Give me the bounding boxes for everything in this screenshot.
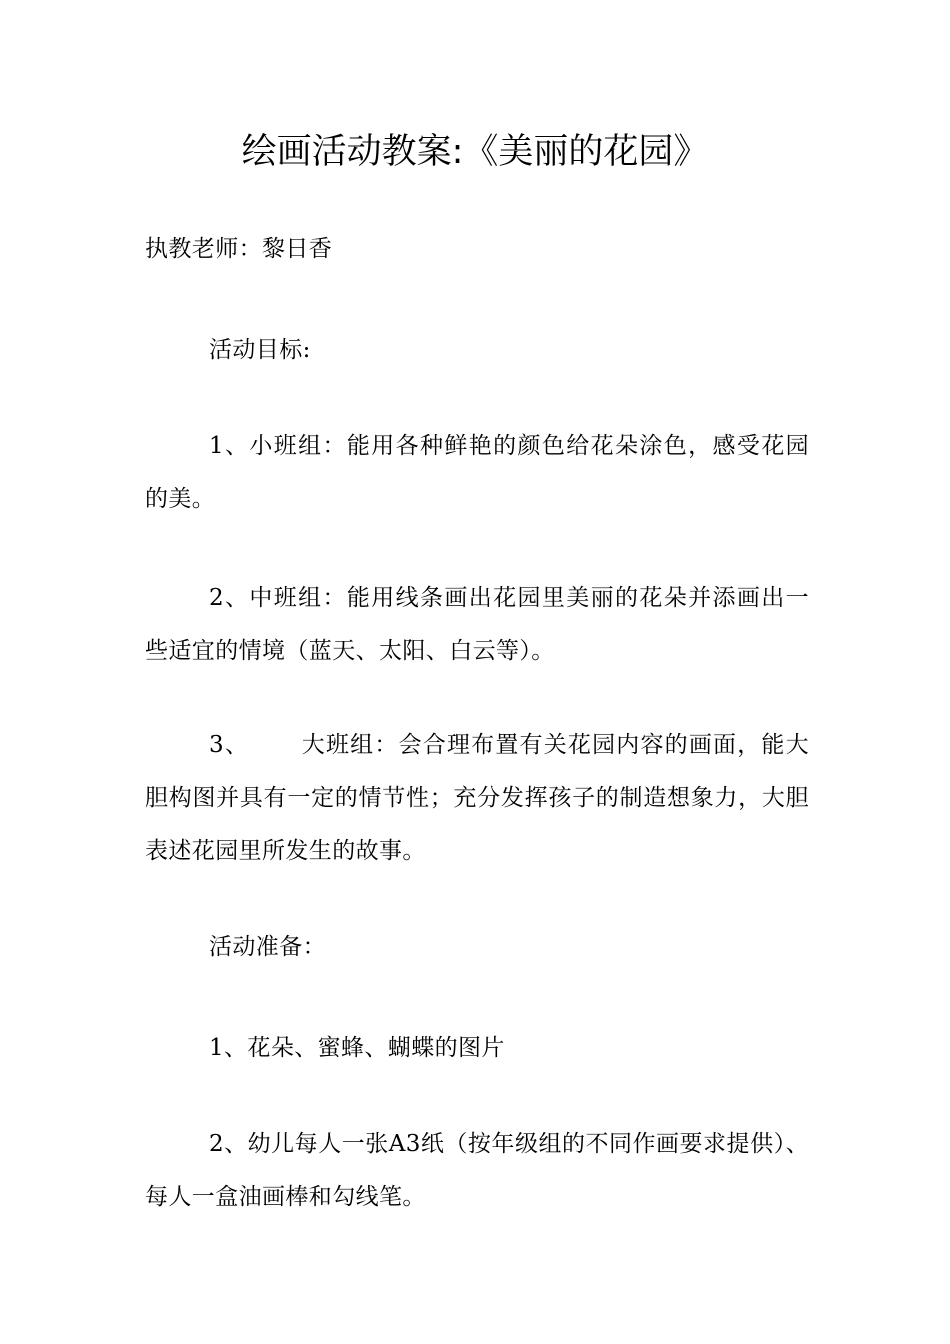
goal-number: 2、 — [209, 585, 250, 611]
goal-item-2 — [145, 572, 809, 678]
goal-text: 小班组：能用各种鲜艳的颜色给花朵涂色，感受花园的美。 — [145, 433, 810, 512]
prep-heading: 活动准备： — [209, 934, 326, 960]
prep-item-1: 1、花朵、蜜蜂、蝴蝶的图片 — [209, 1035, 505, 1061]
goal-item-3 — [145, 719, 809, 878]
goal-item-1 — [145, 420, 809, 526]
prep-item-2: 2、幼儿每人一张A3纸（按年级组的不同作画要求提供）、每人一盒油画棒和勾线笔。 — [145, 1131, 809, 1210]
goals-heading: 活动目标: — [209, 337, 311, 363]
goal-text: 大班组：会合理布置有关花园内容的画面，能大胆构图并具有一定的情节性；充分发挥孩子的制造想象力，大胆表述花园里所发生的故事。 — [145, 732, 809, 864]
goal-number: 3、 — [209, 732, 250, 758]
goal-number: 1、 — [209, 433, 250, 459]
goal-text: 中班组：能用线条画出花园里美丽的花朵并添画出一些适宜的情境（蓝天、太阳、白云等）。 — [145, 585, 810, 664]
document-title: 绘画活动教案:《美丽的花园》 — [241, 132, 709, 172]
teacher-line: 执教老师：黎日香 — [145, 236, 333, 262]
